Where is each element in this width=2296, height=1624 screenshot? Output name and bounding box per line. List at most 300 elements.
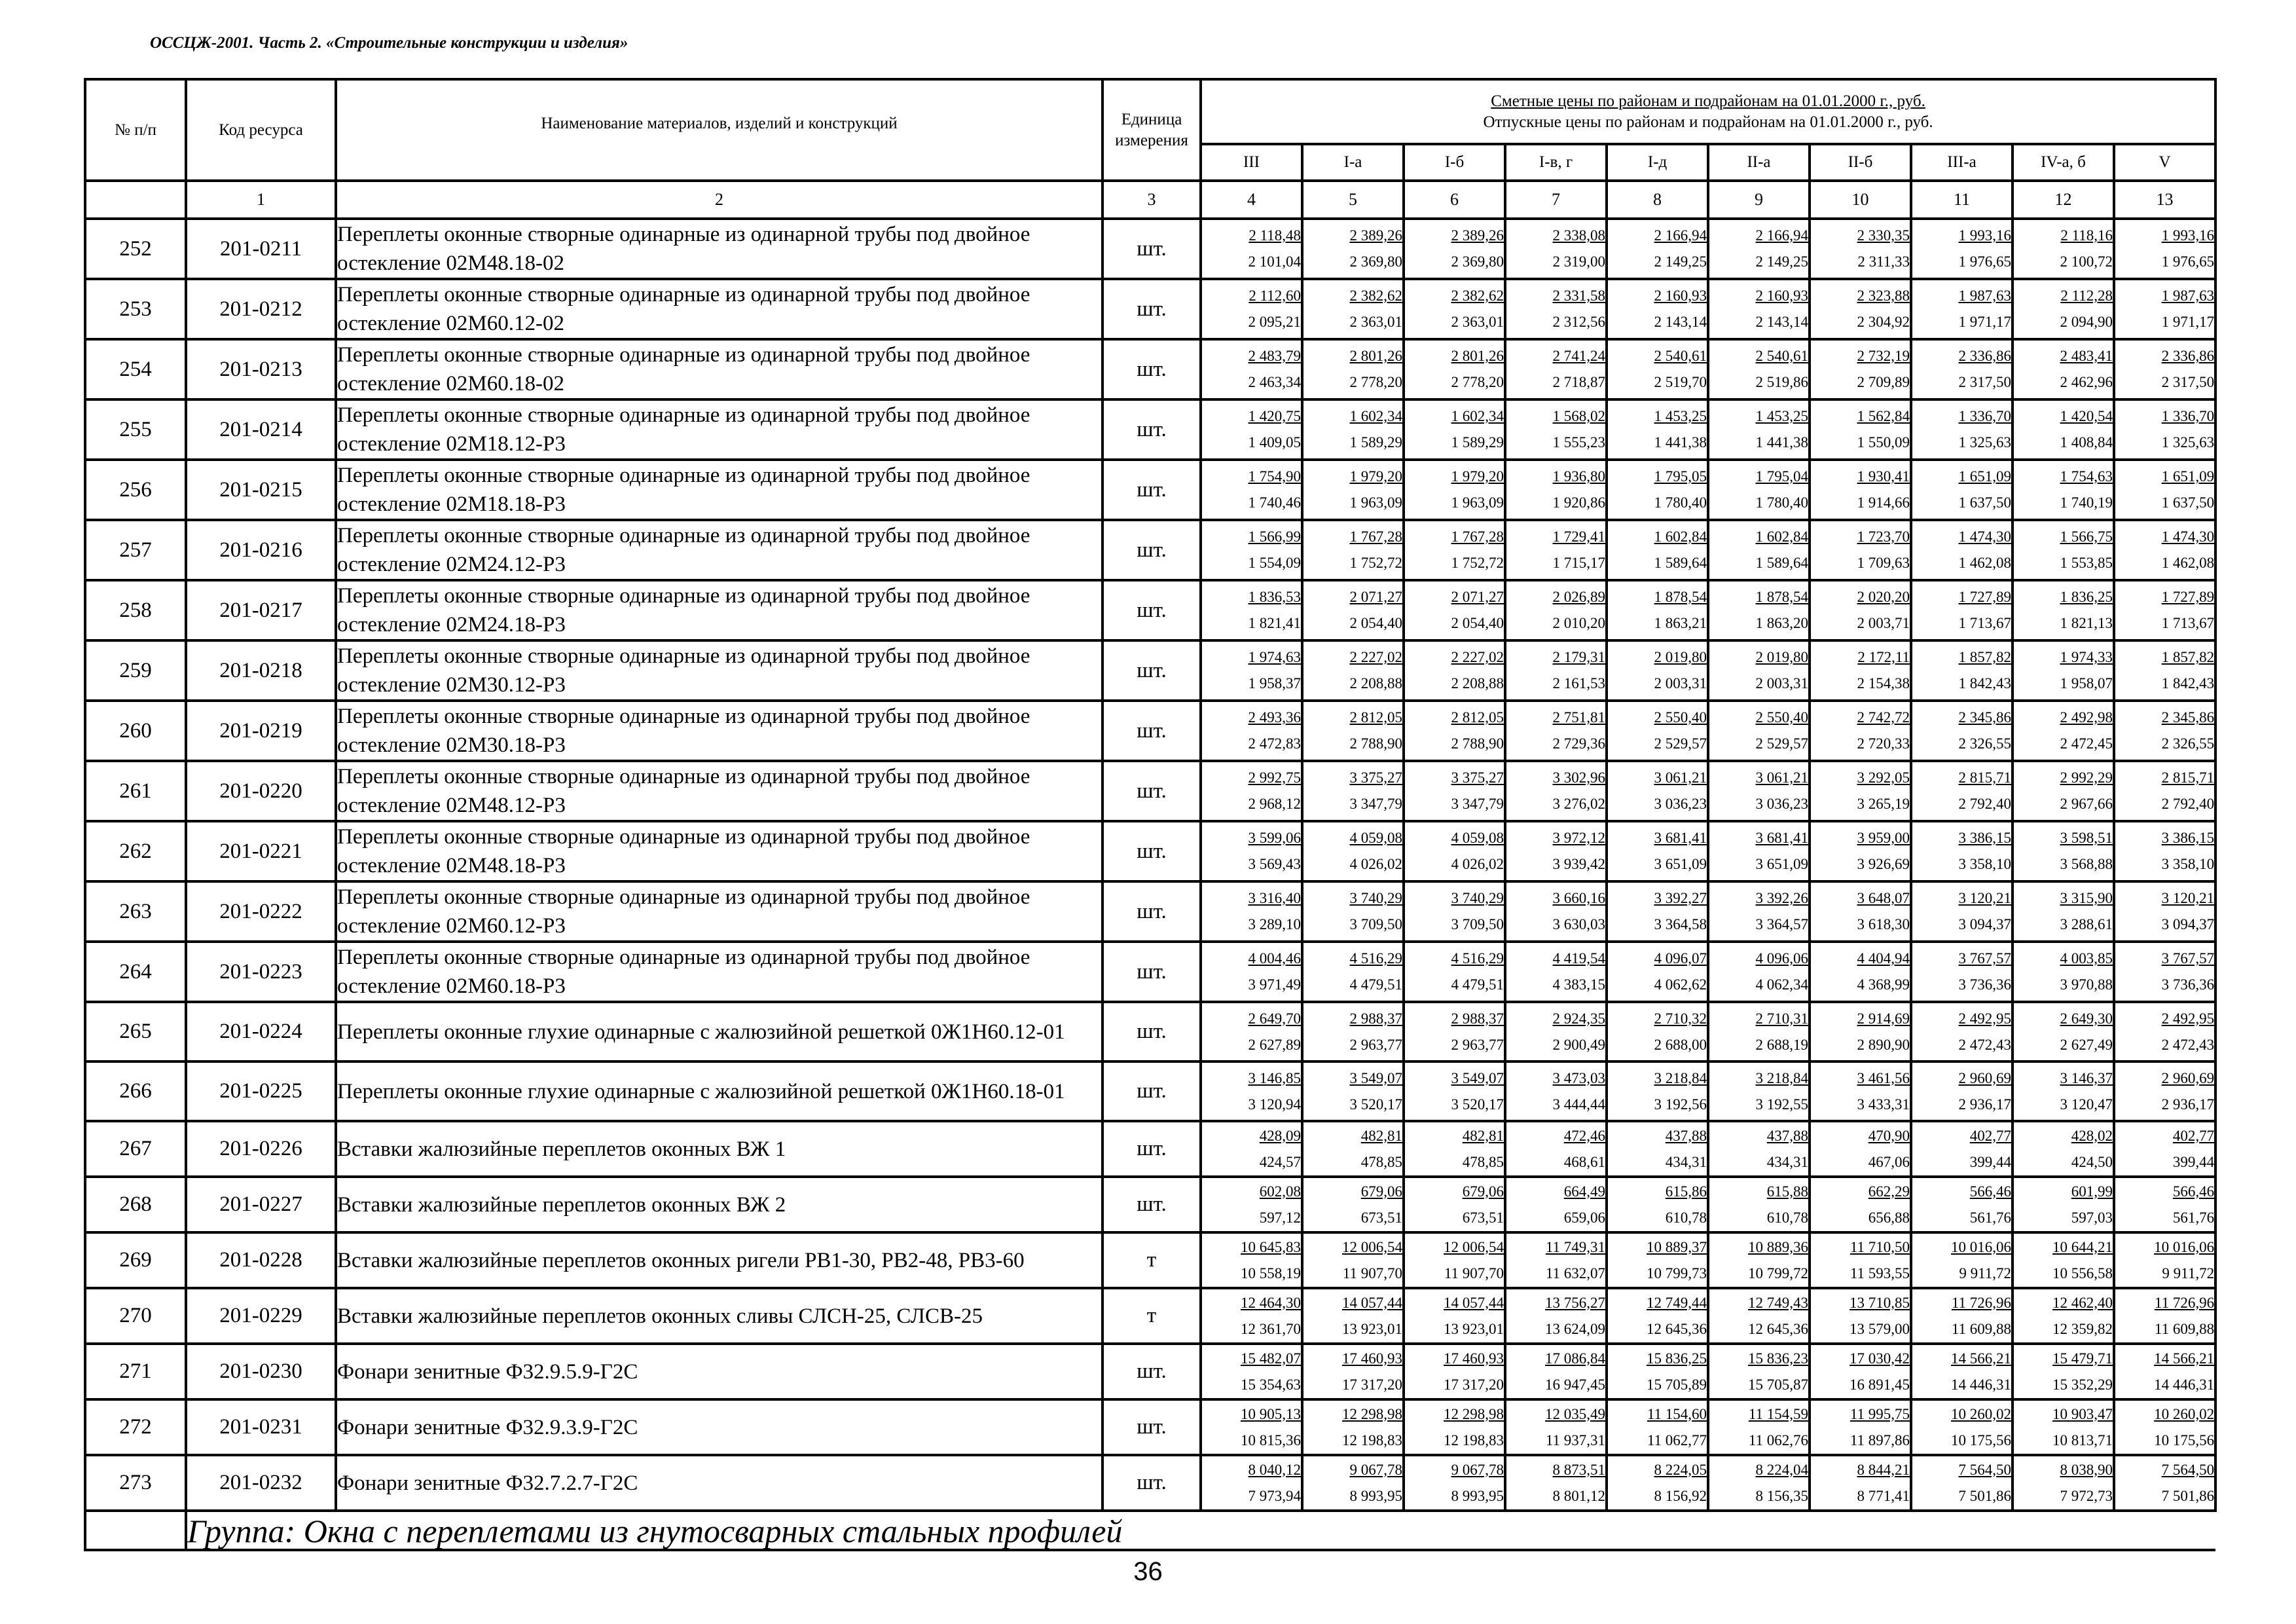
resource-code: 201-0216	[186, 520, 336, 580]
estimated-price: 1 836,25	[2060, 589, 2113, 605]
price-cell	[1810, 1288, 1911, 1344]
estimated-price: 3 120,21	[2161, 890, 2215, 906]
selling-price: 1 462,08	[2161, 555, 2215, 571]
selling-price: 1 409,05	[1248, 434, 1301, 451]
unit: шт.	[1102, 1061, 1201, 1121]
estimated-price: 1 857,82	[1958, 649, 2011, 665]
price-cell	[1505, 761, 1607, 821]
selling-price: 8 156,92	[1654, 1487, 1707, 1504]
selling-price: 2 936,17	[1958, 1096, 2011, 1113]
table-row	[85, 1002, 2215, 1061]
estimated-price: 10 644,21	[2052, 1238, 2113, 1255]
price-cell	[1810, 520, 1911, 580]
price-cell	[1404, 520, 1505, 580]
selling-price: 3 926,69	[1857, 856, 1910, 872]
item-name: Переплеты оконные створные одинарные из одинарной трубы под двойное остекление 02М30.12-Р3	[336, 640, 1102, 701]
selling-price: 4 026,02	[1451, 856, 1504, 872]
selling-price: 2 778,20	[1451, 374, 1504, 390]
estimated-price: 3 375,27	[1349, 769, 1402, 786]
region-header: II-б	[1810, 144, 1911, 181]
resource-code: 201-0220	[186, 761, 336, 821]
header-unit	[1102, 79, 1201, 181]
item-name: Переплеты оконные створные одинарные из одинарной трубы под двойное остекление 02М18.18-Р3	[336, 460, 1102, 520]
selling-price: 2 317,50	[2161, 374, 2215, 390]
price-cell	[1201, 1121, 1302, 1177]
price-cell	[1810, 279, 1911, 339]
price-cell	[1911, 1121, 2013, 1177]
price-cell	[1201, 1002, 1302, 1061]
row-number: 263	[85, 881, 186, 942]
selling-price: 3 630,03	[1552, 916, 1605, 932]
selling-price: 10 556,58	[2052, 1264, 2113, 1282]
price-cell	[1201, 881, 1302, 942]
selling-price: 14 446,31	[2154, 1376, 2215, 1393]
price-cell	[1810, 1232, 1911, 1288]
estimated-price: 10 905,13	[1241, 1405, 1301, 1422]
estimated-price: 2 812,05	[1349, 709, 1402, 726]
price-cell	[2013, 1344, 2114, 1399]
price-cell	[2013, 339, 2114, 399]
estimated-price: 2 710,32	[1654, 1010, 1707, 1027]
estimated-price: 15 836,25	[1647, 1350, 1707, 1367]
selling-price: 3 568,88	[2060, 856, 2113, 872]
selling-price: 3 433,31	[1857, 1096, 1910, 1113]
price-cell	[2114, 520, 2215, 580]
estimated-price: 2 020,20	[1857, 589, 1910, 605]
price-cell	[1810, 219, 1911, 279]
estimated-price: 3 302,96	[1552, 769, 1605, 786]
selling-price: 1 976,65	[2161, 253, 2215, 270]
selling-price: 1 637,50	[2161, 494, 2215, 511]
estimated-price: 1 453,25	[1755, 408, 1808, 424]
column-number: 11	[1911, 181, 2013, 219]
estimated-price: 2 801,26	[1451, 348, 1504, 364]
price-cell	[1607, 460, 1708, 520]
selling-price: 2 149,25	[1654, 253, 1707, 270]
price-cell	[1302, 1288, 1404, 1344]
price-cell	[2013, 1061, 2114, 1121]
estimated-price: 1 993,16	[1958, 227, 2011, 244]
selling-price: 2 890,90	[1857, 1036, 1910, 1053]
estimated-price: 2 331,58	[1552, 287, 1605, 304]
table-row	[85, 580, 2215, 640]
price-cell	[1505, 1288, 1607, 1344]
item-name: Вставки жалюзийные переплетов оконных ригели РВ1-30, РВ2-48, РВ3-60	[336, 1232, 1102, 1288]
selling-price: 2 054,40	[1349, 615, 1402, 631]
estimated-price: 17 030,42	[1850, 1350, 1910, 1367]
selling-price: 3 265,19	[1857, 796, 1910, 812]
selling-price: 673,51	[1360, 1209, 1402, 1226]
item-name: Фонари зенитные Ф32.7.2.7-Г2С	[336, 1455, 1102, 1511]
estimated-price: 3 648,07	[1857, 890, 1910, 906]
unit: шт.	[1102, 761, 1201, 821]
selling-price: 3 192,55	[1755, 1096, 1808, 1113]
price-cell	[1911, 1177, 2013, 1232]
selling-price: 8 771,41	[1857, 1487, 1910, 1504]
price-cell	[2013, 761, 2114, 821]
unit: шт.	[1102, 580, 1201, 640]
estimated-price: 3 473,03	[1552, 1069, 1605, 1086]
header-name: Наименование материалов, изделий и конструкций	[336, 79, 1102, 181]
row-number: 268	[85, 1177, 186, 1232]
price-cell	[1302, 1455, 1404, 1511]
selling-price: 7 972,73	[2060, 1487, 2113, 1504]
price-cell	[1911, 761, 2013, 821]
price-cell	[1911, 640, 2013, 701]
estimated-price: 3 681,41	[1755, 830, 1808, 846]
selling-price: 11 907,70	[1444, 1264, 1504, 1282]
table-row	[85, 942, 2215, 1002]
estimated-price: 2 019,80	[1755, 649, 1808, 665]
estimated-price: 3 598,51	[2060, 830, 2113, 846]
estimated-price: 1 420,75	[1248, 408, 1301, 424]
price-cell	[1201, 1288, 1302, 1344]
selling-price: 1 589,29	[1349, 434, 1402, 451]
price-cell	[1404, 1455, 1505, 1511]
estimated-price: 15 836,23	[1748, 1350, 1808, 1367]
estimated-price: 1 936,80	[1552, 468, 1605, 485]
selling-price: 2 778,20	[1349, 374, 1402, 390]
price-cell	[2114, 1344, 2215, 1399]
price-cell	[1302, 580, 1404, 640]
price-cell	[1302, 821, 1404, 881]
price-cell	[1607, 942, 1708, 1002]
estimated-price: 1 651,09	[1958, 468, 2011, 485]
selling-price: 3 939,42	[1552, 856, 1605, 872]
region-header: II-а	[1708, 144, 1810, 181]
selling-price: 3 288,61	[2060, 916, 2113, 932]
selling-price: 17 317,20	[1342, 1376, 1402, 1393]
estimated-price: 4 096,06	[1755, 950, 1808, 967]
price-cell	[1505, 821, 1607, 881]
header-price-title	[1201, 79, 2215, 144]
estimated-price: 2 988,37	[1451, 1010, 1504, 1027]
selling-price: 2 472,43	[1958, 1036, 2011, 1053]
selling-price: 1 462,08	[1958, 555, 2011, 571]
price-cell	[1505, 1344, 1607, 1399]
row-number: 262	[85, 821, 186, 881]
price-cell	[1302, 1177, 1404, 1232]
estimated-price: 1 729,41	[1552, 528, 1605, 545]
estimated-price: 17 460,93	[1444, 1350, 1504, 1367]
header-code: Код ресурса	[186, 79, 336, 181]
estimated-price: 13 756,27	[1545, 1294, 1605, 1311]
selling-price: 2 208,88	[1349, 675, 1402, 692]
selling-price: 1 550,09	[1857, 434, 1910, 451]
estimated-price: 3 292,05	[1857, 769, 1910, 786]
selling-price: 11 632,07	[1545, 1264, 1605, 1282]
estimated-price: 8 040,12	[1248, 1461, 1301, 1478]
estimated-price: 3 386,15	[2161, 830, 2215, 846]
price-cell	[1201, 942, 1302, 1002]
estimated-price: 10 889,36	[1748, 1238, 1808, 1255]
selling-price: 3 036,23	[1755, 796, 1808, 812]
estimated-price: 15 482,07	[1241, 1350, 1301, 1367]
selling-price: 3 520,17	[1349, 1096, 1402, 1113]
estimated-price: 10 016,06	[1951, 1238, 2011, 1255]
selling-price: 10 799,72	[1748, 1264, 1808, 1282]
selling-price: 1 553,85	[2060, 555, 2113, 571]
price-cell	[1505, 1232, 1607, 1288]
selling-price: 12 198,83	[1444, 1431, 1504, 1449]
item-name: Фонари зенитные Ф32.9.5.9-Г2С	[336, 1344, 1102, 1399]
price-cell	[1201, 1061, 1302, 1121]
unit: т	[1102, 1288, 1201, 1344]
price-cell	[1201, 580, 1302, 640]
price-cell	[1607, 279, 1708, 339]
resource-code: 201-0226	[186, 1121, 336, 1177]
item-name: Вставки жалюзийные переплетов оконных ВЖ 1	[336, 1121, 1102, 1177]
item-name: Переплеты оконные створные одинарные из одинарной трубы под двойное остекление 02М48.12-Р3	[336, 761, 1102, 821]
selling-price: 1 408,84	[2060, 434, 2113, 451]
estimated-price: 2 227,02	[1349, 649, 1402, 665]
estimated-price: 12 464,30	[1241, 1294, 1301, 1311]
selling-price: 2 101,04	[1248, 253, 1301, 270]
selling-price: 2 208,88	[1451, 675, 1504, 692]
selling-price: 434,31	[1665, 1153, 1707, 1170]
estimated-price: 4 419,54	[1552, 950, 1605, 967]
item-name: Переплеты оконные створные одинарные из одинарной трубы под двойное остекление 02М60.12-02	[336, 279, 1102, 339]
resource-code: 201-0225	[186, 1061, 336, 1121]
price-cell	[1404, 279, 1505, 339]
estimated-price: 10 260,02	[1951, 1405, 2011, 1422]
selling-price: 1 713,67	[2161, 615, 2215, 631]
estimated-price: 1 602,34	[1451, 408, 1504, 424]
price-cell	[1607, 1344, 1708, 1399]
selling-price: 1 920,86	[1552, 494, 1605, 511]
estimated-price: 14 566,21	[1951, 1350, 2011, 1367]
column-number: 12	[2013, 181, 2114, 219]
price-cell	[1810, 701, 1911, 761]
estimated-price: 17 086,84	[1545, 1350, 1605, 1367]
estimated-price: 2 345,86	[2161, 709, 2215, 726]
price-cell	[1607, 1288, 1708, 1344]
selling-price: 561,76	[2172, 1209, 2215, 1226]
unit: шт.	[1102, 701, 1201, 761]
estimated-price: 601,99	[2071, 1183, 2113, 1200]
selling-price: 4 479,51	[1349, 976, 1402, 993]
estimated-price: 2 649,70	[1248, 1010, 1301, 1027]
selling-price: 1 441,38	[1755, 434, 1808, 451]
price-cell	[1607, 701, 1708, 761]
price-cell	[1505, 1002, 1607, 1061]
price-cell	[1708, 1061, 1810, 1121]
estimated-price: 1 723,70	[1857, 528, 1910, 545]
estimated-price: 9 067,78	[1451, 1461, 1504, 1478]
price-cell	[2114, 279, 2215, 339]
price-cell	[1404, 821, 1505, 881]
table-row	[85, 1455, 2215, 1511]
selling-price: 2 054,40	[1451, 615, 1504, 631]
estimated-price: 664,49	[1563, 1183, 1605, 1200]
selling-price: 3 036,23	[1654, 796, 1707, 812]
estimated-price: 1 453,25	[1654, 408, 1707, 424]
table-row	[85, 1288, 2215, 1344]
estimated-price: 14 057,44	[1444, 1294, 1504, 1311]
estimated-price: 14 057,44	[1342, 1294, 1402, 1311]
selling-price: 610,78	[1766, 1209, 1808, 1226]
price-cell	[1607, 821, 1708, 881]
selling-price: 2 792,40	[1958, 796, 2011, 812]
column-number: 9	[1708, 181, 1810, 219]
price-cell	[1911, 1232, 2013, 1288]
price-cell	[2114, 219, 2215, 279]
estimated-price: 1 974,33	[2060, 649, 2113, 665]
price-cell	[1201, 1399, 1302, 1455]
selling-price: 2 319,00	[1552, 253, 1605, 270]
selling-price: 2 143,14	[1654, 314, 1707, 330]
estimated-price: 17 460,93	[1342, 1350, 1402, 1367]
estimated-price: 3 146,85	[1248, 1069, 1301, 1086]
estimated-price: 4 404,94	[1857, 950, 1910, 967]
estimated-price: 3 681,41	[1654, 830, 1707, 846]
estimated-price: 1 878,54	[1755, 589, 1808, 605]
estimated-price: 2 118,48	[1248, 227, 1301, 244]
estimated-price: 2 492,95	[1958, 1010, 2011, 1027]
resource-code: 201-0229	[186, 1288, 336, 1344]
selling-price: 3 618,30	[1857, 916, 1910, 932]
selling-price: 1 842,43	[1958, 675, 2011, 692]
price-cell	[1302, 399, 1404, 460]
estimated-price: 2 112,60	[1248, 287, 1301, 304]
price-cell	[1607, 580, 1708, 640]
selling-price: 2 304,92	[1857, 314, 1910, 330]
estimated-price: 7 564,50	[1958, 1461, 2011, 1478]
selling-price: 2 688,19	[1755, 1036, 1808, 1053]
selling-price: 2 967,66	[2060, 796, 2113, 812]
table-row	[85, 520, 2215, 580]
price-cell	[1505, 1061, 1607, 1121]
estimated-price: 2 166,94	[1654, 227, 1707, 244]
unit: шт.	[1102, 640, 1201, 701]
selling-price: 10 175,56	[2154, 1431, 2215, 1449]
estimated-price: 3 972,12	[1552, 830, 1605, 846]
price-cell	[2114, 821, 2215, 881]
estimated-price: 1 974,63	[1248, 649, 1301, 665]
region-header: I-в, г	[1505, 144, 1607, 181]
unit: шт.	[1102, 1121, 1201, 1177]
selling-price: 8 156,35	[1755, 1487, 1808, 1504]
price-cell	[1810, 580, 1911, 640]
selling-price: 8 801,12	[1552, 1487, 1605, 1504]
estimated-price: 1 979,20	[1349, 468, 1402, 485]
selling-price: 4 062,62	[1654, 976, 1707, 993]
price-cell	[1505, 399, 1607, 460]
selling-price: 2 326,55	[1958, 735, 2011, 752]
selling-price: 3 358,10	[1958, 856, 2011, 872]
price-cell	[2114, 1121, 2215, 1177]
selling-price: 10 799,73	[1647, 1264, 1707, 1282]
price-cell	[1607, 640, 1708, 701]
selling-price: 4 479,51	[1451, 976, 1504, 993]
selling-price: 8 993,95	[1349, 1487, 1402, 1504]
region-header: I-б	[1404, 144, 1505, 181]
selling-price: 478,85	[1360, 1153, 1402, 1170]
selling-price: 2 149,25	[1755, 253, 1808, 270]
selling-price: 1 740,46	[1248, 494, 1301, 511]
price-cell	[2114, 1177, 2215, 1232]
selling-price: 3 364,57	[1755, 916, 1808, 932]
selling-price: 13 923,01	[1342, 1320, 1402, 1337]
estimated-price: 2 801,26	[1349, 348, 1402, 364]
selling-price: 2 463,34	[1248, 374, 1301, 390]
selling-price: 11 907,70	[1342, 1264, 1402, 1282]
estimated-price: 2 338,08	[1552, 227, 1605, 244]
estimated-price: 1 602,84	[1654, 528, 1707, 545]
unit: шт.	[1102, 460, 1201, 520]
estimated-price: 10 903,47	[2052, 1405, 2113, 1422]
estimated-price: 8 038,90	[2060, 1461, 2113, 1478]
row-number: 270	[85, 1288, 186, 1344]
unit: шт.	[1102, 821, 1201, 881]
price-cell	[1404, 640, 1505, 701]
selling-price: 1 863,21	[1654, 615, 1707, 631]
price-cell	[2114, 580, 2215, 640]
price-cell	[1404, 1121, 1505, 1177]
estimated-price: 1 336,70	[1958, 408, 2011, 424]
estimated-price: 2 815,71	[2161, 769, 2215, 786]
estimated-price: 2 323,88	[1857, 287, 1910, 304]
estimated-price: 1 568,02	[1552, 408, 1605, 424]
selling-price: 1 976,65	[1958, 253, 2011, 270]
selling-price: 2 100,72	[2060, 253, 2113, 270]
selling-price: 1 715,17	[1552, 555, 1605, 571]
estimated-price: 3 386,15	[1958, 830, 2011, 846]
selling-price: 3 192,56	[1654, 1096, 1707, 1113]
resource-code: 201-0221	[186, 821, 336, 881]
estimated-price: 10 260,02	[2154, 1405, 2215, 1422]
estimated-price: 3 392,26	[1755, 890, 1808, 906]
selling-price: 2 003,71	[1857, 615, 1910, 631]
unit: шт.	[1102, 279, 1201, 339]
row-number: 254	[85, 339, 186, 399]
price-cell	[2013, 1232, 2114, 1288]
column-number: 7	[1505, 181, 1607, 219]
selling-price: 2 529,57	[1755, 735, 1808, 752]
price-cell	[1302, 520, 1404, 580]
header-price-title-line2: Отпускные цены по районам и подрайонам на 01.01.2000 г., руб.	[1483, 113, 1933, 131]
estimated-price: 2 741,24	[1552, 348, 1605, 364]
selling-price: 656,88	[1868, 1209, 1910, 1226]
price-cell	[1708, 881, 1810, 942]
price-cell	[1404, 761, 1505, 821]
selling-price: 2 363,01	[1349, 314, 1402, 330]
table-row	[85, 1232, 2215, 1288]
selling-price: 1 554,09	[1248, 555, 1301, 571]
estimated-price: 1 987,63	[1958, 287, 2011, 304]
price-cell	[1810, 339, 1911, 399]
price-cell	[1810, 1344, 1911, 1399]
estimated-price: 11 726,96	[1951, 1294, 2011, 1311]
resource-code: 201-0224	[186, 1002, 336, 1061]
price-cell	[1201, 1177, 1302, 1232]
price-cell	[1505, 1177, 1607, 1232]
price-cell	[1404, 1002, 1505, 1061]
estimated-price: 1 474,30	[1958, 528, 2011, 545]
unit: шт.	[1102, 1344, 1201, 1399]
selling-price: 3 651,09	[1755, 856, 1808, 872]
price-cell	[2114, 881, 2215, 942]
table-row	[85, 1344, 2215, 1399]
estimated-price: 1 727,89	[1958, 589, 2011, 605]
price-cell	[1708, 1399, 1810, 1455]
table-row	[85, 1399, 2215, 1455]
price-cell	[1505, 1399, 1607, 1455]
selling-price: 13 923,01	[1444, 1320, 1504, 1337]
price-cell	[1404, 1344, 1505, 1399]
selling-price: 1 441,38	[1654, 434, 1707, 451]
row-number: 255	[85, 399, 186, 460]
